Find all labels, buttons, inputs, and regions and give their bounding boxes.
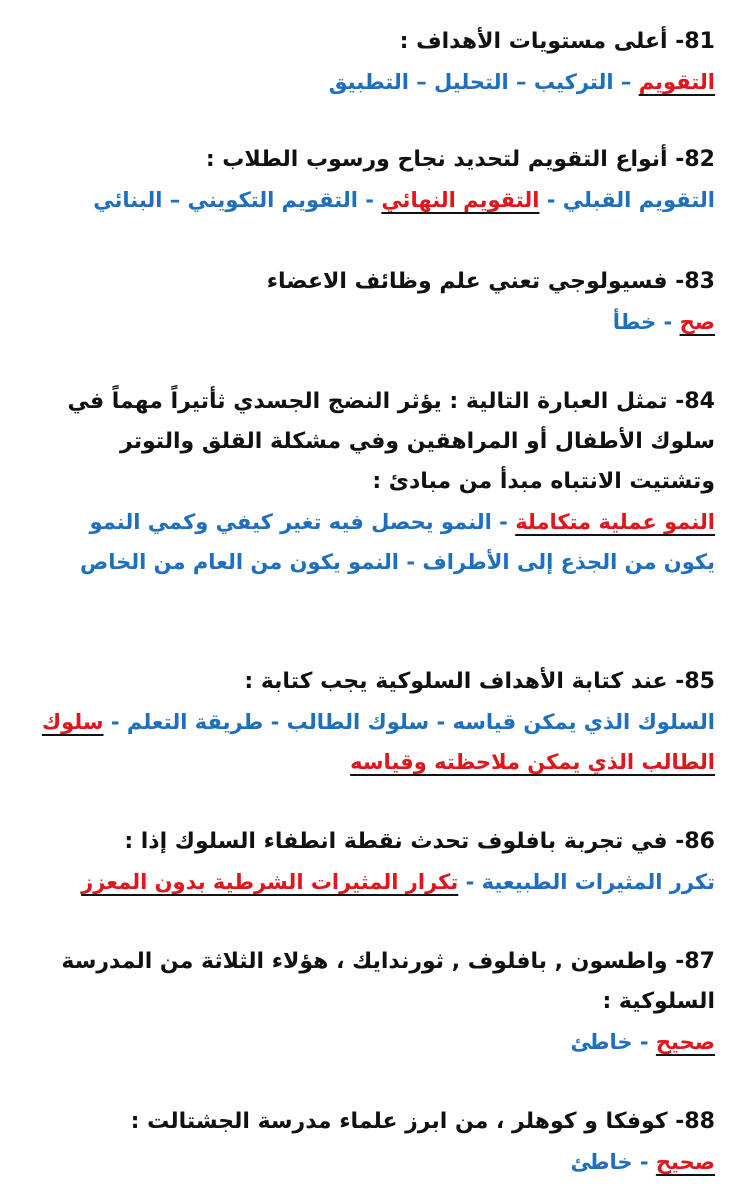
separator (140, 510, 147, 534)
separator: – (408, 70, 435, 94)
question-text: 82- أنواع التقويم لتحديد نجاح ورسوب الطلاب : (205, 147, 715, 172)
option-correct: النمو عملية متكاملة (515, 510, 715, 534)
separator: - (263, 710, 287, 734)
answer-options (40, 62, 715, 102)
question-text: 81- أعلى مستويات الأهداف : (399, 29, 715, 54)
separator: - (399, 550, 423, 574)
separator: – (508, 70, 534, 94)
separator: – (613, 70, 639, 94)
separator: - (103, 710, 127, 734)
option: التركيب (533, 70, 614, 94)
option-correct: التقويم النهائي (381, 188, 540, 212)
option-correct: صحيح (655, 1150, 715, 1174)
option-correct: التقويم (638, 70, 715, 94)
question-88 (40, 1102, 715, 1182)
question-text: 84- تمثل العبارة التالية : يؤثر النضج الجسدي ثأتيراً مهماً في سلوك الأطفال أو المراهقين وفي مشكلة القلق والتوتر وتشتيت الانتباه مبدأ من مبادئ : (67, 389, 715, 494)
answer-options (40, 180, 715, 220)
question-82 (40, 140, 715, 220)
option: خطأ (612, 310, 657, 334)
question-86 (40, 822, 715, 902)
question-81 (40, 22, 715, 102)
option: التقويم القبلي (562, 188, 715, 212)
separator: - (429, 710, 453, 734)
option-correct: صح (679, 310, 715, 334)
option: التحليل (434, 70, 509, 94)
separator: - (539, 188, 563, 212)
question-text: 87- واطسون , بافلوف , ثورندايك ، هؤلاء الثلاثة من المدرسة السلوكية : (61, 949, 715, 1014)
answer-options (40, 502, 715, 582)
question-text: 88- كوفكا و كوهلر ، من ابرز علماء مدرسة الجشتالت : (130, 1109, 715, 1134)
option-correct: تكرار المثيرات الشرطية بدون المعزز (81, 870, 459, 894)
option: النمو يكون من الجذع إلى الأطراف (89, 510, 715, 574)
option: خاطئ (570, 1030, 633, 1054)
option: التطبيق (328, 70, 409, 94)
separator: - (491, 510, 516, 534)
separator: - (632, 1030, 656, 1054)
separator: - (357, 188, 382, 212)
option: التقويم التكويني – البنائي (93, 188, 358, 212)
answer-options (40, 1142, 715, 1182)
option: النمو يحصل فيه تغير كيفي وكمي (147, 510, 492, 534)
option: طريقة التعلم (126, 710, 264, 734)
option: خاطئ (570, 1150, 633, 1174)
option: تكرر المثيرات الطبيعية (481, 870, 715, 894)
question-text: 86- في تجربة بافلوف تحدث نقطة انطفاء السلوك إذا : (124, 829, 715, 854)
answer-options (40, 302, 715, 342)
answer-options (40, 862, 715, 902)
separator: - (656, 310, 680, 334)
question-text: 83- فسيولوجي تعني علم وظائف الاعضاء (266, 269, 715, 294)
answer-options (40, 702, 715, 782)
answer-options (40, 1022, 715, 1062)
separator: - (632, 1150, 656, 1174)
option-correct: سلوك الطالب الذي يمكن ملاحظته وقياسه (41, 710, 715, 774)
separator: - (458, 870, 482, 894)
option: النمو يكون من العام من الخاص (80, 550, 400, 574)
question-85 (40, 662, 715, 782)
question-83 (40, 262, 715, 342)
option: سلوك الطالب (286, 710, 430, 734)
option-correct: صحيح (655, 1030, 715, 1054)
question-text: 85- عند كتابة الأهداف السلوكية يجب كتابة : (244, 669, 715, 694)
question-84 (40, 382, 715, 582)
question-87 (40, 942, 715, 1062)
option: السلوك الذي يمكن قياسه (452, 710, 715, 734)
